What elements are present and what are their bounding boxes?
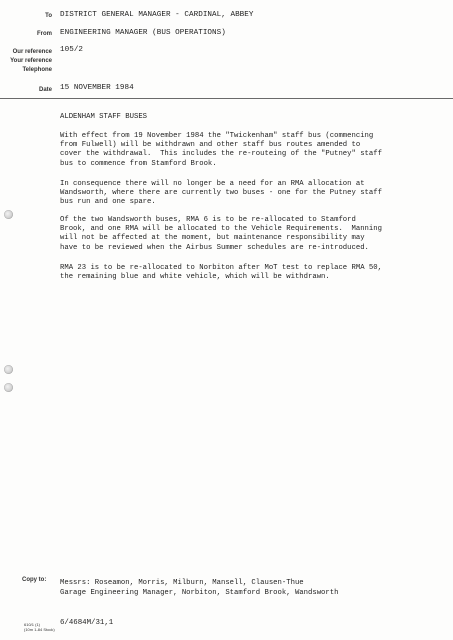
punch-hole [4,365,13,374]
paragraph-3 [60,216,380,253]
form-code [24,622,55,632]
paragraph-2-line-2: Wandsworth, where there are currently two buses - one for the Putney staff [60,189,382,198]
paragraph-4-line-1: RMA 23 is to be re-allocated to Norbiton after MoT test to replace RMA 50, [60,264,382,272]
paragraph-2-line-3: bus run and one spare. [60,198,156,207]
paragraph-1 [60,132,380,169]
paragraph-1-line-1: With effect from 19 November 1984 the "Twickenham" staff bus (commencing [60,132,374,140]
paragraph-2 [60,180,380,208]
date-value: 15 NOVEMBER 1984 [60,84,134,92]
form-code-line-2: (10m 1-84 Stock) [24,627,55,632]
document-reference: 6/4684M/31,1 [60,619,114,627]
from-value: ENGINEERING MANAGER (BUS OPERATIONS) [60,29,226,37]
our-reference-label: Our reference [12,49,52,55]
our-reference-value: 105/2 [60,46,84,54]
header-divider [0,98,453,99]
memo-heading: ALDENHAM STAFF BUSES [60,113,148,121]
form-code-line-1: 610/1 (1) [24,622,41,627]
paragraph-4-line-2: the remaining blue and white vehicle, which will be withdrawn. [60,273,330,282]
paragraph-1-line-4: bus to commence from Stamford Brook. [60,159,217,168]
copy-to-line-2: Garage Engineering Manager, Norbiton, Stamford Brook, Wandsworth [60,589,339,597]
copy-to-line-1: Messrs: Roseamon, Morris, Milburn, Mansell, Clausen-Thue [60,579,304,587]
paragraph-1-line-3: cover the withdrawal. This includes the re-routeing of the "Putney" staff [60,150,382,159]
paragraph-1-line-2: from Fulwell) will be withdrawn and other staff bus routes amended to [60,141,361,150]
paragraph-4 [60,264,380,282]
punch-hole [4,210,13,219]
to-value: DISTRICT GENERAL MANAGER - CARDINAL, ABBEY [60,11,254,19]
paragraph-2-line-1: In consequence there will no longer be a need for an RMA allocation at [60,180,365,188]
paragraph-3-line-3: will not be affected at the moment, but maintenance responsibility may [60,234,365,243]
copy-to-list [60,578,338,598]
paragraph-3-line-1: Of the two Wandsworth buses, RMA 6 is to be re-allocated to Stamford [60,216,356,224]
copy-to-label: Copy to: [22,577,47,583]
to-label: To [45,13,52,19]
punch-hole [4,383,13,392]
from-label: From [37,31,52,37]
telephone-label: Telephone [22,67,52,73]
date-label: Date [38,87,52,93]
paragraph-3-line-4: have to be reviewed when the Airbus Summer schedules are re-introduced. [60,243,369,252]
paragraph-3-line-2: Brook, and one RMA will be allocated to the Vehicle Requirements. Manning [60,225,382,234]
your-reference-label: Your reference [10,58,52,64]
